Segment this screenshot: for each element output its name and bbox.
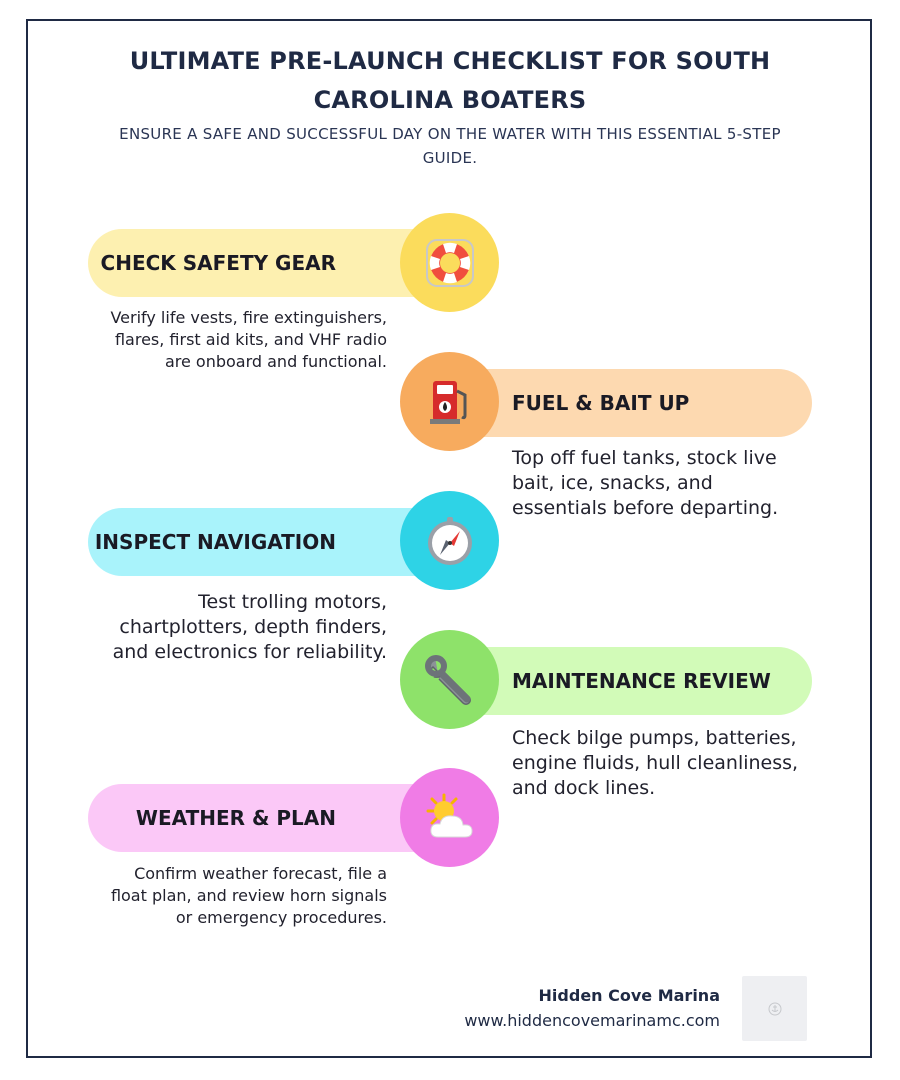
step-1-pill	[88, 229, 448, 297]
step-2-pill	[450, 369, 812, 437]
step-2-label: FUEL & BAIT UP	[512, 391, 690, 415]
step-5-icon-circle	[400, 768, 499, 867]
page-subtitle: ENSURE A SAFE AND SUCCESSFUL DAY ON THE WATER WITH THIS ESSENTIAL 5-STEP GUIDE.	[119, 125, 781, 167]
step-3-icon-circle	[400, 491, 499, 590]
page-title: ULTIMATE PRE-LAUNCH CHECKLIST FOR SOUTH CAROLINA BOATERS	[129, 47, 771, 114]
step-5-pill	[88, 784, 448, 852]
fuel-pump-icon	[427, 377, 473, 427]
compass-icon	[424, 515, 476, 567]
wrench-icon	[423, 653, 477, 707]
step-5-label: WEATHER & PLAN	[135, 806, 336, 830]
step-4-description: Check bilge pumps, batteries, engine fluids, hull cleanliness, and dock lines.	[512, 727, 799, 799]
website-link[interactable]: www.hiddencovemarinamc.com	[464, 1011, 720, 1030]
business-name: Hidden Cove Marina	[538, 986, 720, 1005]
step-3-label: INSPECT NAVIGATION	[94, 530, 336, 554]
step-4-pill	[450, 647, 812, 715]
step-1-description: Verify life vests, fire extinguishers, flares, first aid kits, and VHF radio are onboard and functional.	[110, 308, 387, 371]
life-ring-icon	[424, 237, 476, 289]
sun-behind-cloud-icon	[422, 793, 478, 843]
step-4-icon-circle	[400, 630, 499, 729]
step-1-label: CHECK SAFETY GEAR	[100, 251, 336, 275]
step-1-icon-circle	[400, 213, 499, 312]
step-2-icon-circle	[400, 352, 499, 451]
marina-logo-icon	[742, 976, 807, 1041]
step-4-label: MAINTENANCE REVIEW	[512, 669, 771, 693]
step-3-pill	[88, 508, 448, 576]
step-2-description: Top off fuel tanks, stock live bait, ice, snacks, and essentials before departing.	[512, 447, 779, 519]
step-5-description: Confirm weather forecast, file a float plan, and review horn signals or emergency procedures.	[110, 864, 387, 927]
step-3-description: Test trolling motors, chartplotters, depth finders, and electronics for reliability.	[112, 591, 387, 663]
